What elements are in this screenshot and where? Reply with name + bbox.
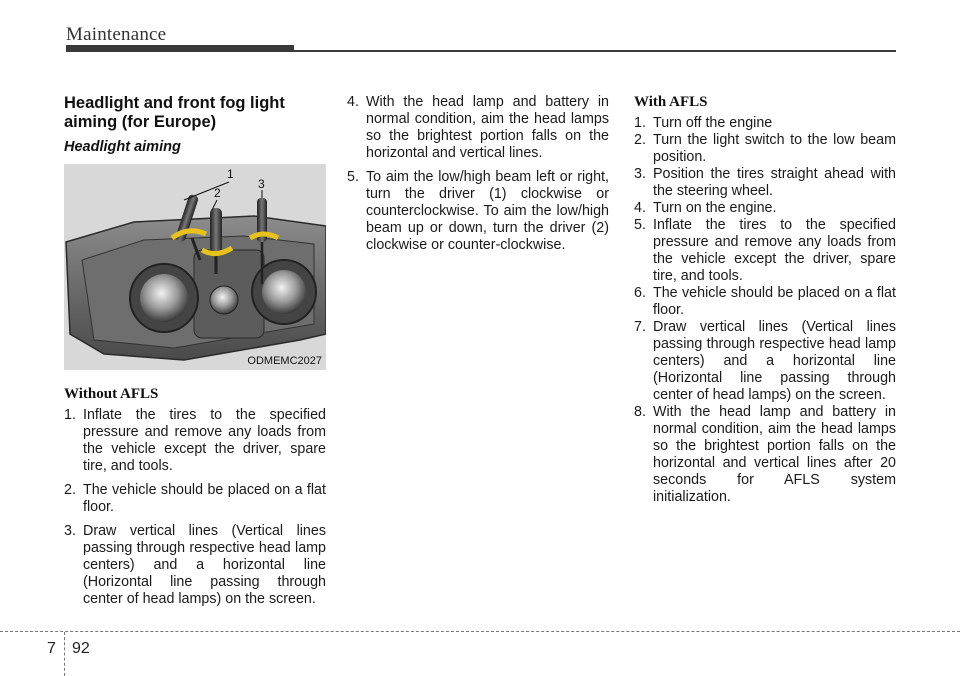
- callout-label-1: 1: [227, 167, 234, 181]
- list-item: 2. Turn the light switch to the low beam position.: [634, 132, 896, 165]
- list-item: 2. The vehicle should be placed on a flat floor.: [64, 482, 326, 515]
- list-item: 5. Inflate the tires to the specified pressure and remove any loads from the vehicle except the driver, spare tire, and tools.: [634, 217, 896, 284]
- page-number: 92: [72, 640, 90, 657]
- header-rule: [294, 50, 896, 52]
- without-afls-steps: [64, 407, 326, 608]
- list-item: 3. Draw vertical lines (Vertical lines passing through respective head lamp centers) and a horizontal line (Horizontal line passing through center of head lamps) on the screen.: [64, 523, 326, 607]
- list-item: 8. With the head lamp and battery in normal condition, aim the head lamps so the brightest portion falls on the horizontal and vertical lines after 20 seconds for AFLS system initialization.: [634, 404, 896, 505]
- chapter-number: 7: [47, 640, 56, 657]
- list-item: 3. Position the tires straight ahead with the steering wheel.: [634, 166, 896, 199]
- column-2: [347, 94, 609, 261]
- list-item: 1. Inflate the tires to the specified pressure and remove any loads from the vehicle except the driver, spare tire, and tools.: [64, 407, 326, 474]
- aiming-steps: [347, 94, 609, 254]
- list-item: 1. Turn off the engine: [634, 115, 773, 131]
- list-item: 4. With the head lamp and battery in normal condition, aim the head lamps so the brightest portion falls on the horizontal and vertical lines.: [347, 94, 609, 161]
- footer-divider: [64, 632, 65, 676]
- list-item: 7. Draw vertical lines (Vertical lines passing through respective head lamp centers) and a horizontal line (Horizontal line passing through center of head lamps) on the screen.: [634, 319, 896, 403]
- section-title: Headlight and front fog light aiming (for Europe): [64, 94, 285, 131]
- without-afls-heading: Without AFLS: [64, 386, 159, 402]
- list-item: 5. To aim the low/high beam left or right, turn the driver (1) clockwise or counterclockwise. To aim the low/high beam up or down, turn the driver (2) clockwise or counter-clockwise.: [347, 169, 609, 253]
- callout-label-3: 3: [258, 177, 265, 191]
- column-1: [64, 94, 326, 615]
- figure-code: ODMEMC2027: [247, 355, 322, 367]
- headlight-figure: [64, 164, 326, 370]
- subsection-title: Headlight aiming: [64, 139, 181, 155]
- headlight-illustration: [64, 164, 326, 370]
- column-3: [634, 94, 896, 506]
- with-afls-steps: [634, 115, 896, 506]
- list-item: 4. Turn on the engine.: [634, 200, 777, 216]
- header-title: Maintenance: [66, 24, 167, 45]
- list-item: 6. The vehicle should be placed on a flat floor.: [634, 285, 896, 318]
- header-bar: [66, 45, 294, 52]
- callout-label-2: 2: [214, 186, 221, 200]
- footer-rule: [0, 631, 960, 632]
- with-afls-heading: With AFLS: [634, 94, 708, 110]
